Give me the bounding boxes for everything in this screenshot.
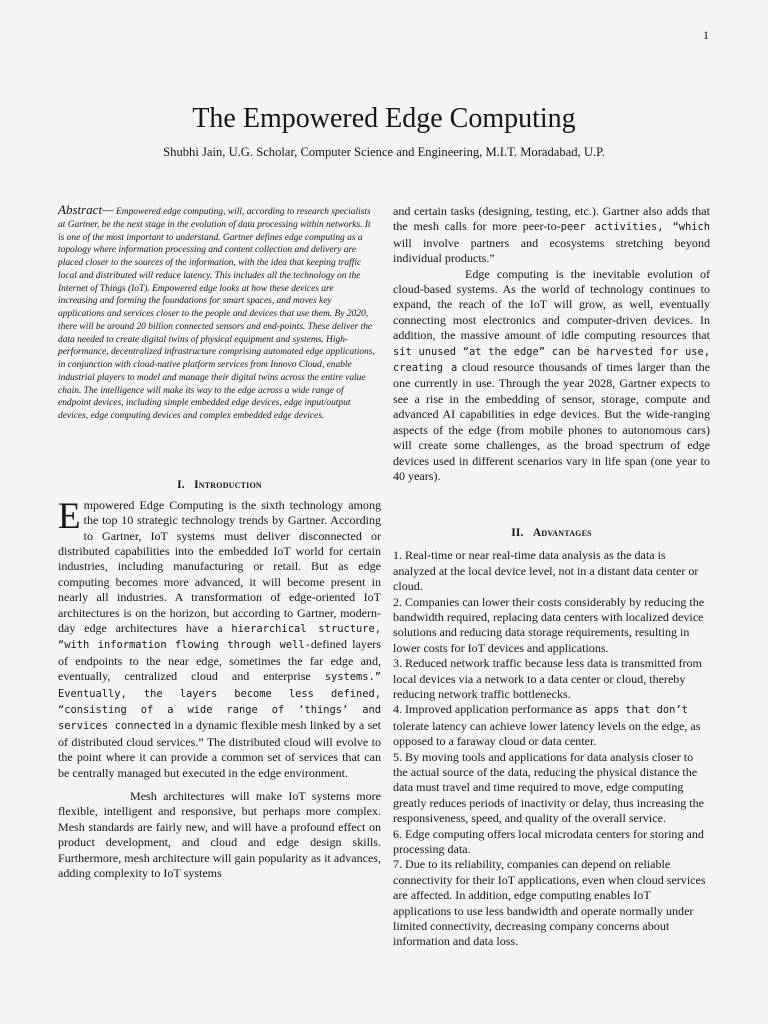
edge-a: Edge computing is the inevitable evolution of cloud-based systems. As the world of technology continues to expand, the reach of the IoT will grow, as well, eventually connecting most electronics and computer-driven devices. In addition, the massive amount of idle computing resources that xyxy=(393,266,710,343)
intro-p1-a: mpowered Edge Computing is the sixth technology among the top 10 strategic technology trends by Gartner. According to Gartner, IoT systems must deliver disconnected or distributed capabilities into the embedded IoT world for certain industries, including manufacturing or retail. But as edge computing becomes more advanced, it will become present in nearly all industries. A transformation of edge-oriented IoT architectures is on the horizon, but according to Gartner, modern-day edge architectures have a xyxy=(58,497,381,635)
right-column xyxy=(393,204,710,950)
advantages-title: Advantages xyxy=(532,527,592,540)
edge-quote: sit unused “at the edge” can be harvested for use, creating a xyxy=(393,345,710,375)
advantages-list xyxy=(393,548,710,950)
cont-a: and certain tasks (designing, testing, etc.). Gartner also adds that the mesh calls for more peer-to- xyxy=(393,204,710,234)
cont-quote: peer activities, “which xyxy=(560,221,710,234)
left-column xyxy=(58,204,381,882)
cont-b: will involve partners and ecosystems stretching beyond individual products.” xyxy=(393,235,710,266)
advantage-4-rest: tolerate latency can achieve lower latency levels on the edge, as opposed to a faraway cloud or data center. xyxy=(393,718,701,749)
page-number: 1 xyxy=(703,28,709,42)
advantage-item-4 xyxy=(393,702,710,749)
continued-paragraph xyxy=(393,204,710,267)
author-line: Shubhi Jain, U.G. Scholar, Computer Science and Engineering, M.I.T. Moradabad, U.P. xyxy=(163,145,605,159)
introduction-paragraph-2: Mesh architectures will make IoT systems more flexible, intelligent and responsive, but perhaps more complex. Mesh standards are fairly new, and will have a profound effect on product development, and cloud and edge design skills. Furthermore, mesh architecture will gain popularity as it advances, adding complexity to IoT systems xyxy=(58,789,381,881)
advantage-item-5: 5. By moving tools and applications for data analysis closer to the actual source of the data, reducing the physical distance the data must travel and time required to move, edge computing greatly reduces periods of inactivity or delay, thus increasing the responsiveness, speed, and quality of the overall service. xyxy=(393,749,704,826)
intro-p1-c: in a dynamic flexible mesh linked by a set of distributed cloud services.” The distributed cloud will evolve to the point where it can provide a common set of services that can be centrally managed but executed in the edge environment. xyxy=(58,718,381,780)
advantage-item-7: 7. Due to its reliability, companies can depend on reliable connectivity for their IoT applications, even when cloud services are affected. In addition, edge computing enables IoT applications to use less bandwidth and operate normally under limited connectivity, decreasing company concerns about information and data loss. xyxy=(393,857,706,949)
drop-cap: E xyxy=(58,495,81,537)
intro-p1-quote-1: hierarchical structure, “with information flowing through well- xyxy=(58,623,381,652)
advantage-item-1: 1. Real-time or near real-time data analysis as the data is analyzed at the local device level, not in a distant data center or cloud. xyxy=(393,548,699,594)
intro-p1-quote-2: systems.” Eventually, the layers become less defined, “consisting of a wide range of ‘things’ and services connected xyxy=(58,671,381,733)
advantages-numeral: II. xyxy=(511,527,524,540)
advantage-item-2: 2. Companies can lower their costs considerably by reducing the bandwidth required, replacing data centers with localized device solutions and reducing data storage requirements, resulting in lower costs for IoT devices and applications. xyxy=(393,594,705,655)
advantage-item-3: 3. Reduced network traffic because less data is transmitted from local devices via a network to a data center or cloud, thereby reducing network traffic bottlenecks. xyxy=(393,656,702,701)
introduction-paragraph-1 xyxy=(58,495,381,781)
advantages-heading xyxy=(393,526,710,540)
abstract-label: Abstract— xyxy=(58,202,114,217)
edge-paragraph xyxy=(393,267,710,485)
introduction-title: Introduction xyxy=(194,478,262,491)
introduction-heading xyxy=(58,478,381,492)
paper-title: The Empowered Edge Computing xyxy=(192,102,576,134)
intro-p1-b: defined layers of endpoints to the near edge, sometimes the far edge and, eventually, centralized cloud and enterprise xyxy=(58,637,381,684)
introduction-numeral: I. xyxy=(177,478,185,491)
abstract-text: Empowered edge computing, will, according to research specialists at Gartner, be the next stage in the evolution of data processing within networks. It is one of the most important to understand. Gartner defines edge computing as a topology where information processing and content collection and delivery are placed closer to the sources of the information, with the idea that keeping traffic local and distributed will reduce latency. This includes all the technology on the Internet of Things (IoT). Empowered edge looks at how these devices are increasing and forming the foundations for smart spaces, and moves key applications and services closer to the people and devices that use them. By 2020, there will be around 20 billion connected sensors and end-points. These deliver the data needed to create digital twins of physical equipment and systems. High-performance, decentralized infrastructure comprising automated edge applications, in conjunction with cloud-native platform services from Innovo Cloud, enable industrial players to model and manage their digital twins across the entire value chain. The intelligence will make its way to the edge across a wide range of endpoint devices, including simple embedded edge devices, edge input/output devices, edge computing devices and complex embedded edge devices. xyxy=(58,207,375,421)
advantage-4-lead: 4. Improved application performance xyxy=(393,702,576,717)
advantage-4-quote: as apps that don’t xyxy=(575,704,688,717)
abstract xyxy=(58,204,381,423)
edge-b: cloud resource thousands of times larger than the one currently in use. Through the year 2028, Gartner expects to see a rise in the embedding of sensor, storage, compute and advanced AI capabilities in edge devices. But the wide-ranging aspects of the edge (from mobile phones to autonomous cars) will create some challenges, as the broad spectrum of edge devices used in different scenarios vary in life span (one year to 40 years). xyxy=(393,360,711,483)
advantage-item-6: 6. Edge computing offers local microdata centers for storing and processing data. xyxy=(393,826,704,857)
